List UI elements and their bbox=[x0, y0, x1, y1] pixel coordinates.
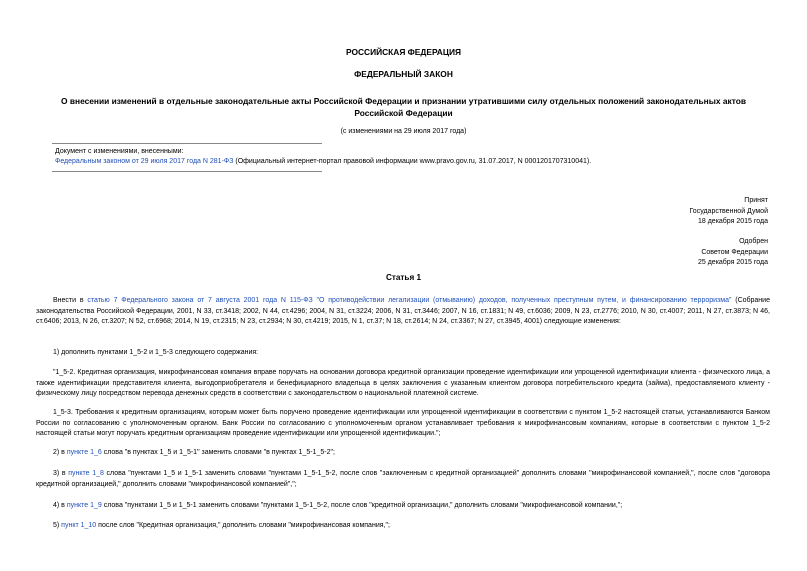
item-3-text: слова "пунктами 1_5 и 1_5-1 заменить словами "пунктами 1_5-1_5-2, после слов "заключенным с кредитной организацией" дополнить словами "микрофинансовой компанией,", после слов "договора кредитной организацией," дополнить словами "микрофинансовой компанией","; bbox=[36, 470, 770, 488]
article-intro bbox=[36, 296, 770, 328]
item-5-text: после слов "Кредитная организация," дополнить словами "микрофинансовая компания,"; bbox=[96, 522, 390, 529]
item-3 bbox=[36, 469, 770, 490]
point-1-9-link[interactable]: пункте 1_9 bbox=[66, 502, 102, 509]
duma-adoption bbox=[689, 196, 768, 228]
council-approved-label: Одобрен bbox=[739, 238, 768, 245]
point-1-6-link[interactable]: пункте 1_6 bbox=[66, 449, 102, 456]
council-approval bbox=[698, 237, 768, 269]
item-2-prefix: 2) в bbox=[53, 449, 67, 456]
amendments-box bbox=[55, 147, 775, 167]
item-1: 1) дополнить пунктами 1_5-2 и 1_5-3 следующего содержания: bbox=[53, 349, 259, 356]
intro-text: Внести в bbox=[53, 297, 88, 304]
duma-name: Государственной Думой bbox=[689, 207, 768, 215]
quote-1-5-3: 1_5-3. Требования к кредитным организациям, которым может быть поручено проведение идентификации или упрощенной идентификации в соответствии с пунктом 1_5-2 настоящей статьи, устанавливаются Банком России по согласованию с уполномоченным органом. Банк России по согласованию с уполномоченным органом устанавливает требования к микрофинансовым компаниям, которые в соответствии с пунктом 1_5-2 настоящей статьи могут поручать кредитным организациям проведение идентификации или упрощенной идентификации."; bbox=[36, 409, 770, 437]
item-2-text: слова "в пунктах 1_5 и 1_5-1" заменить словами "в пунктах 1_5-1_5-2"; bbox=[101, 449, 335, 456]
bottom-divider bbox=[52, 171, 322, 172]
item-4 bbox=[36, 501, 770, 512]
country-heading: РОССИЙСКАЯ ФЕДЕРАЦИЯ bbox=[345, 47, 462, 57]
law-type-heading: ФЕДЕРАЛЬНЫЙ ЗАКОН bbox=[354, 69, 453, 79]
point-1-10-link[interactable]: пункт 1_10 bbox=[61, 522, 97, 529]
item-3-prefix: 3) в bbox=[53, 470, 69, 477]
item-5-prefix: 5) bbox=[53, 522, 62, 529]
amending-law-link[interactable]: Федеральным законом от 29 июля 2017 года N 281-ФЗ bbox=[55, 158, 234, 166]
amendments-label: Документ с изменениями, внесенными: bbox=[55, 148, 184, 155]
amendments-source: (Официальный интернет-портал правовой информации www.pravo.gov.ru, 31.07.2017, N 0001201707310041). bbox=[233, 158, 592, 166]
council-date: 25 декабря 2015 года bbox=[697, 259, 768, 266]
quote-1-5-2: "1_5-2. Кредитная организация, микрофинансовая компания вправе поручать на основании договора кредитной организации проведение идентификации или упрощенной идентификации клиента - физического лица, а также идентификации представителя клиента, выгодоприобретателя и бенефициарного владельца в целях заключения с указанным клиентом договора потребительского кредита (займа), предоставляемого клиенту - физическому лицу посредством перевода денежных средств в соответствии с законодательством о национальной платежной системе. bbox=[36, 369, 770, 397]
amendments-line bbox=[55, 157, 775, 167]
law-115-link[interactable]: статью 7 Федерального закона от 7 августа 2001 года N 115-ФЗ "О противодействии легализации (отмыванию) доходов, полученных преступным путем, и финансированию терроризма" bbox=[87, 297, 732, 304]
item-4-prefix: 4) в bbox=[53, 502, 67, 509]
duma-adopted-label: Принят bbox=[744, 197, 768, 204]
council-name: Советом Федерации bbox=[701, 248, 768, 256]
law-title: О внесении изменений в отдельные законодательные акты Российской Федерации и признании утратившими силу отдельных положений законодательных актов Российской Федерации bbox=[61, 96, 746, 118]
intro-citation: (Собрание законодательства Российской Федерации, 2001, N 33, ст.3418; 2002, N 44, ст.4296; 2004, N 31, ст.3224; 2006, N 31, ст.3446; 2007, N 16, ст.1831; N 49, ст.6036; 2009, N 23, ст.2776; 2010, N 30, ст.4007; 2011, N 27, ст.3873; N 46, ст.6406; 2013, N 26, ст.3207; N 52, ст.6968; 2014, N 19, ст.2315; N 23, ст.2934; N 30, ст.4219; 2015, N 1, ст.37; N 18, ст.2614; N 24, ст.3367; N 27, ст.3945, 4001) следующие изменения: bbox=[36, 297, 770, 325]
item-4-text: слова "пунктами 1_5 и 1_5-1 заменить словами "пунктами 1_5-1_5-2, после слов "кредитной организации," дополнить словами "микрофинансовой компании,"; bbox=[101, 502, 623, 509]
item-2 bbox=[36, 448, 770, 459]
top-divider bbox=[52, 143, 322, 144]
duma-date: 18 декабря 2015 года bbox=[697, 218, 768, 225]
point-1-8-link[interactable]: пункте 1_8 bbox=[68, 470, 104, 477]
article-heading: Статья 1 bbox=[385, 273, 422, 282]
item-5 bbox=[36, 521, 770, 532]
edition-note: (с изменениями на 29 июля 2017 года) bbox=[340, 128, 467, 135]
